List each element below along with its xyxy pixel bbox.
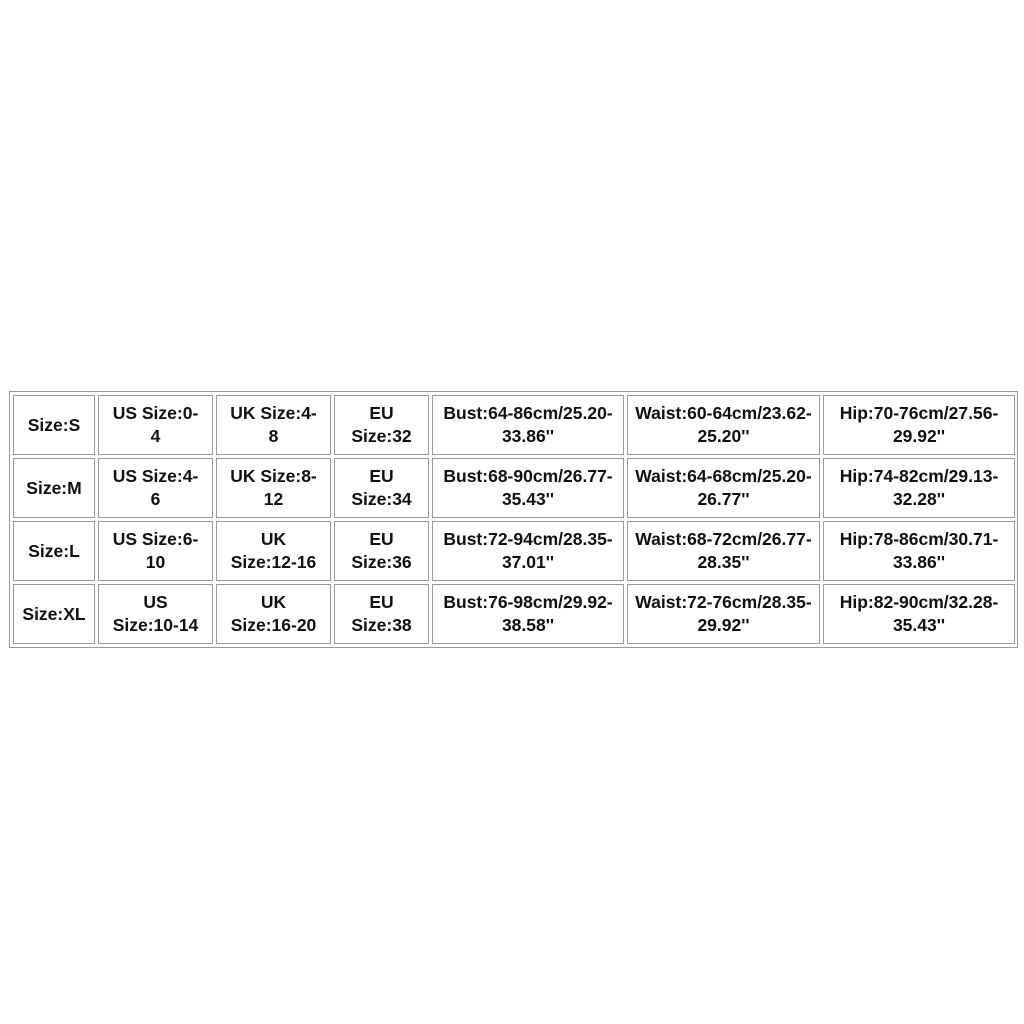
eu-size-cell: EU Size:32 — [334, 395, 429, 455]
uk-size-cell: UK Size:4- 8 — [216, 395, 331, 455]
eu-size-cell: EU Size:38 — [334, 584, 429, 644]
us-size-cell: US Size:4- 6 — [98, 458, 213, 518]
bust-cell: Bust:68-90cm/26.77- 35.43'' — [432, 458, 624, 518]
table-row — [13, 584, 1015, 644]
bust-cell: Bust:76-98cm/29.92- 38.58'' — [432, 584, 624, 644]
size-cell: Size:S — [13, 395, 95, 455]
size-cell: Size:XL — [13, 584, 95, 644]
uk-size-cell: UK Size:8- 12 — [216, 458, 331, 518]
table-row — [13, 458, 1015, 518]
waist-cell: Waist:72-76cm/28.35- 29.92'' — [627, 584, 820, 644]
bust-cell: Bust:64-86cm/25.20- 33.86'' — [432, 395, 624, 455]
eu-size-cell: EU Size:34 — [334, 458, 429, 518]
size-chart — [9, 391, 1018, 648]
eu-size-cell: EU Size:36 — [334, 521, 429, 581]
size-cell: Size:L — [13, 521, 95, 581]
size-cell: Size:M — [13, 458, 95, 518]
uk-size-cell: UK Size:16-20 — [216, 584, 331, 644]
hip-cell: Hip:74-82cm/29.13- 32.28'' — [823, 458, 1015, 518]
uk-size-cell: UK Size:12-16 — [216, 521, 331, 581]
hip-cell: Hip:78-86cm/30.71- 33.86'' — [823, 521, 1015, 581]
us-size-cell: US Size:0- 4 — [98, 395, 213, 455]
bust-cell: Bust:72-94cm/28.35- 37.01'' — [432, 521, 624, 581]
us-size-cell: US Size:10-14 — [98, 584, 213, 644]
us-size-cell: US Size:6- 10 — [98, 521, 213, 581]
waist-cell: Waist:64-68cm/25.20- 26.77'' — [627, 458, 820, 518]
waist-cell: Waist:60-64cm/23.62- 25.20'' — [627, 395, 820, 455]
size-chart-table — [10, 392, 1018, 647]
table-row — [13, 521, 1015, 581]
waist-cell: Waist:68-72cm/26.77- 28.35'' — [627, 521, 820, 581]
hip-cell: Hip:82-90cm/32.28- 35.43'' — [823, 584, 1015, 644]
table-row — [13, 395, 1015, 455]
hip-cell: Hip:70-76cm/27.56- 29.92'' — [823, 395, 1015, 455]
